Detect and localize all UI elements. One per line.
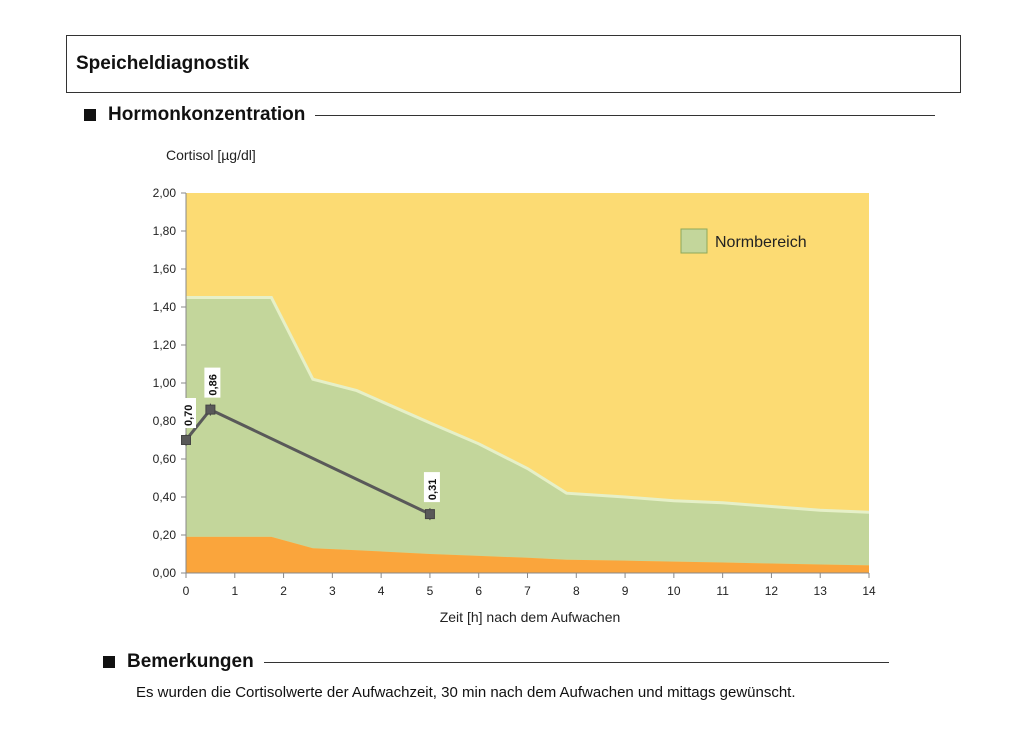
x-tick-label: 13 [813,584,827,598]
section-title: Hormonkonzentration [108,104,306,125]
legend-label: Normbereich [715,234,807,251]
y-tick-label: 2,00 [152,186,176,200]
x-tick-label: 10 [667,584,681,598]
x-tick-label: 7 [524,584,531,598]
y-tick-label: 0,20 [152,528,176,542]
section-title: Bemerkungen [127,651,254,672]
data-label: 0,86 [207,374,220,396]
y-tick-label: 0,80 [152,414,176,428]
x-tick-label: 5 [426,584,434,598]
x-tick-label: 8 [572,584,580,598]
y-tick-label: 1,60 [152,262,176,276]
x-axis-label: Zeit [h] nach dem Aufwachen [439,609,621,625]
x-tick-label: 3 [329,584,336,598]
legend-swatch [681,229,707,253]
remark-text: Es wurden die Cortisolwerte der Aufwachzeit, 30 min nach dem Aufwachen und mittags gewünscht. [136,684,796,701]
x-tick-label: 11 [716,584,729,598]
y-tick-label: 0,60 [152,452,176,466]
x-tick-label: 14 [862,584,876,598]
x-tick-label: 0 [182,584,190,598]
section-bullet-icon [103,656,115,668]
x-tick-label: 6 [475,584,483,598]
section-divider [264,662,889,663]
x-tick-label: 2 [280,584,287,598]
y-tick-label: 1,40 [152,300,176,314]
y-tick-label: 1,00 [152,376,176,390]
section-bemerkungen [103,651,889,673]
data-label: 0,70 [183,404,195,426]
x-tick-label: 4 [377,584,385,598]
data-label: 0,31 [426,478,439,501]
x-tick-label: 12 [764,584,779,598]
page-title: Speicheldiagnostik [76,53,250,74]
y-tick-label: 1,20 [152,338,176,352]
y-tick-label: 1,80 [152,224,176,238]
x-tick-label: 1 [231,584,239,598]
y-tick-label: 0,40 [152,490,176,504]
data-point-marker [425,510,434,519]
data-point-marker [206,405,215,414]
data-point-marker [182,436,191,445]
y-tick-label: 0,00 [152,566,176,580]
y-axis-label: Cortisol [µg/dl] [166,147,256,163]
x-tick-label: 9 [621,584,629,598]
